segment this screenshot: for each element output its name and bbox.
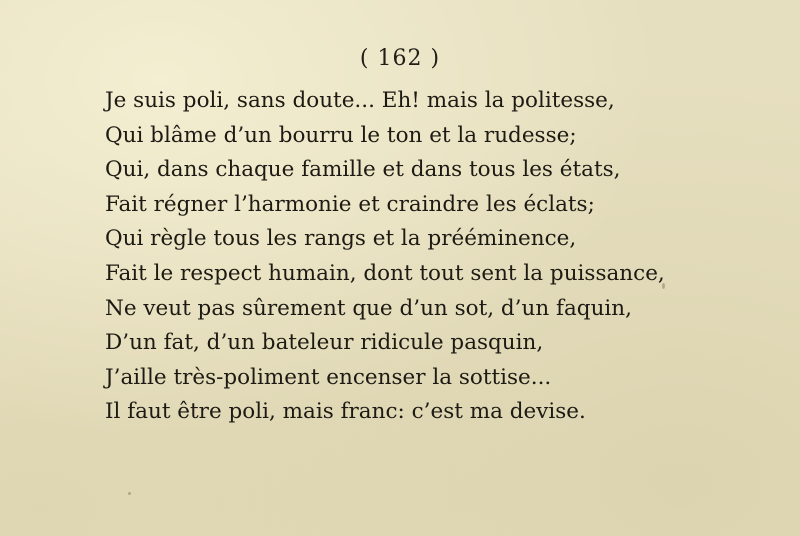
poem-line: Fait le respect humain, dont tout sent la puissance,: [105, 260, 665, 286]
poem-stanza: [105, 84, 745, 430]
paper-speck: [128, 492, 131, 495]
page-number: ( 162 ): [359, 46, 441, 71]
poem-line: Qui blâme d’un bourru le ton et la rudesse;: [105, 122, 577, 148]
poem-line: Ne veut pas sûrement que d’un sot, d’un faquin,: [105, 295, 632, 321]
poem-line: Il faut être poli, mais franc: c’est ma devise.: [105, 399, 586, 425]
poem-line: Fait régner l’harmonie et craindre les éclats;: [105, 191, 595, 217]
poem-line: Qui règle tous les rangs et la prééminence,: [105, 226, 577, 252]
poem-line: D’un fat, d’un bateleur ridicule pasquin,: [105, 330, 544, 356]
poem-line: Qui, dans chaque famille et dans tous les états,: [105, 157, 621, 183]
poem-line: Je suis poli, sans doute... Eh! mais la politesse,: [105, 88, 615, 113]
poem-line: J’aille très-poliment encenser la sottise...: [105, 364, 552, 390]
paper-speck: [662, 283, 665, 289]
